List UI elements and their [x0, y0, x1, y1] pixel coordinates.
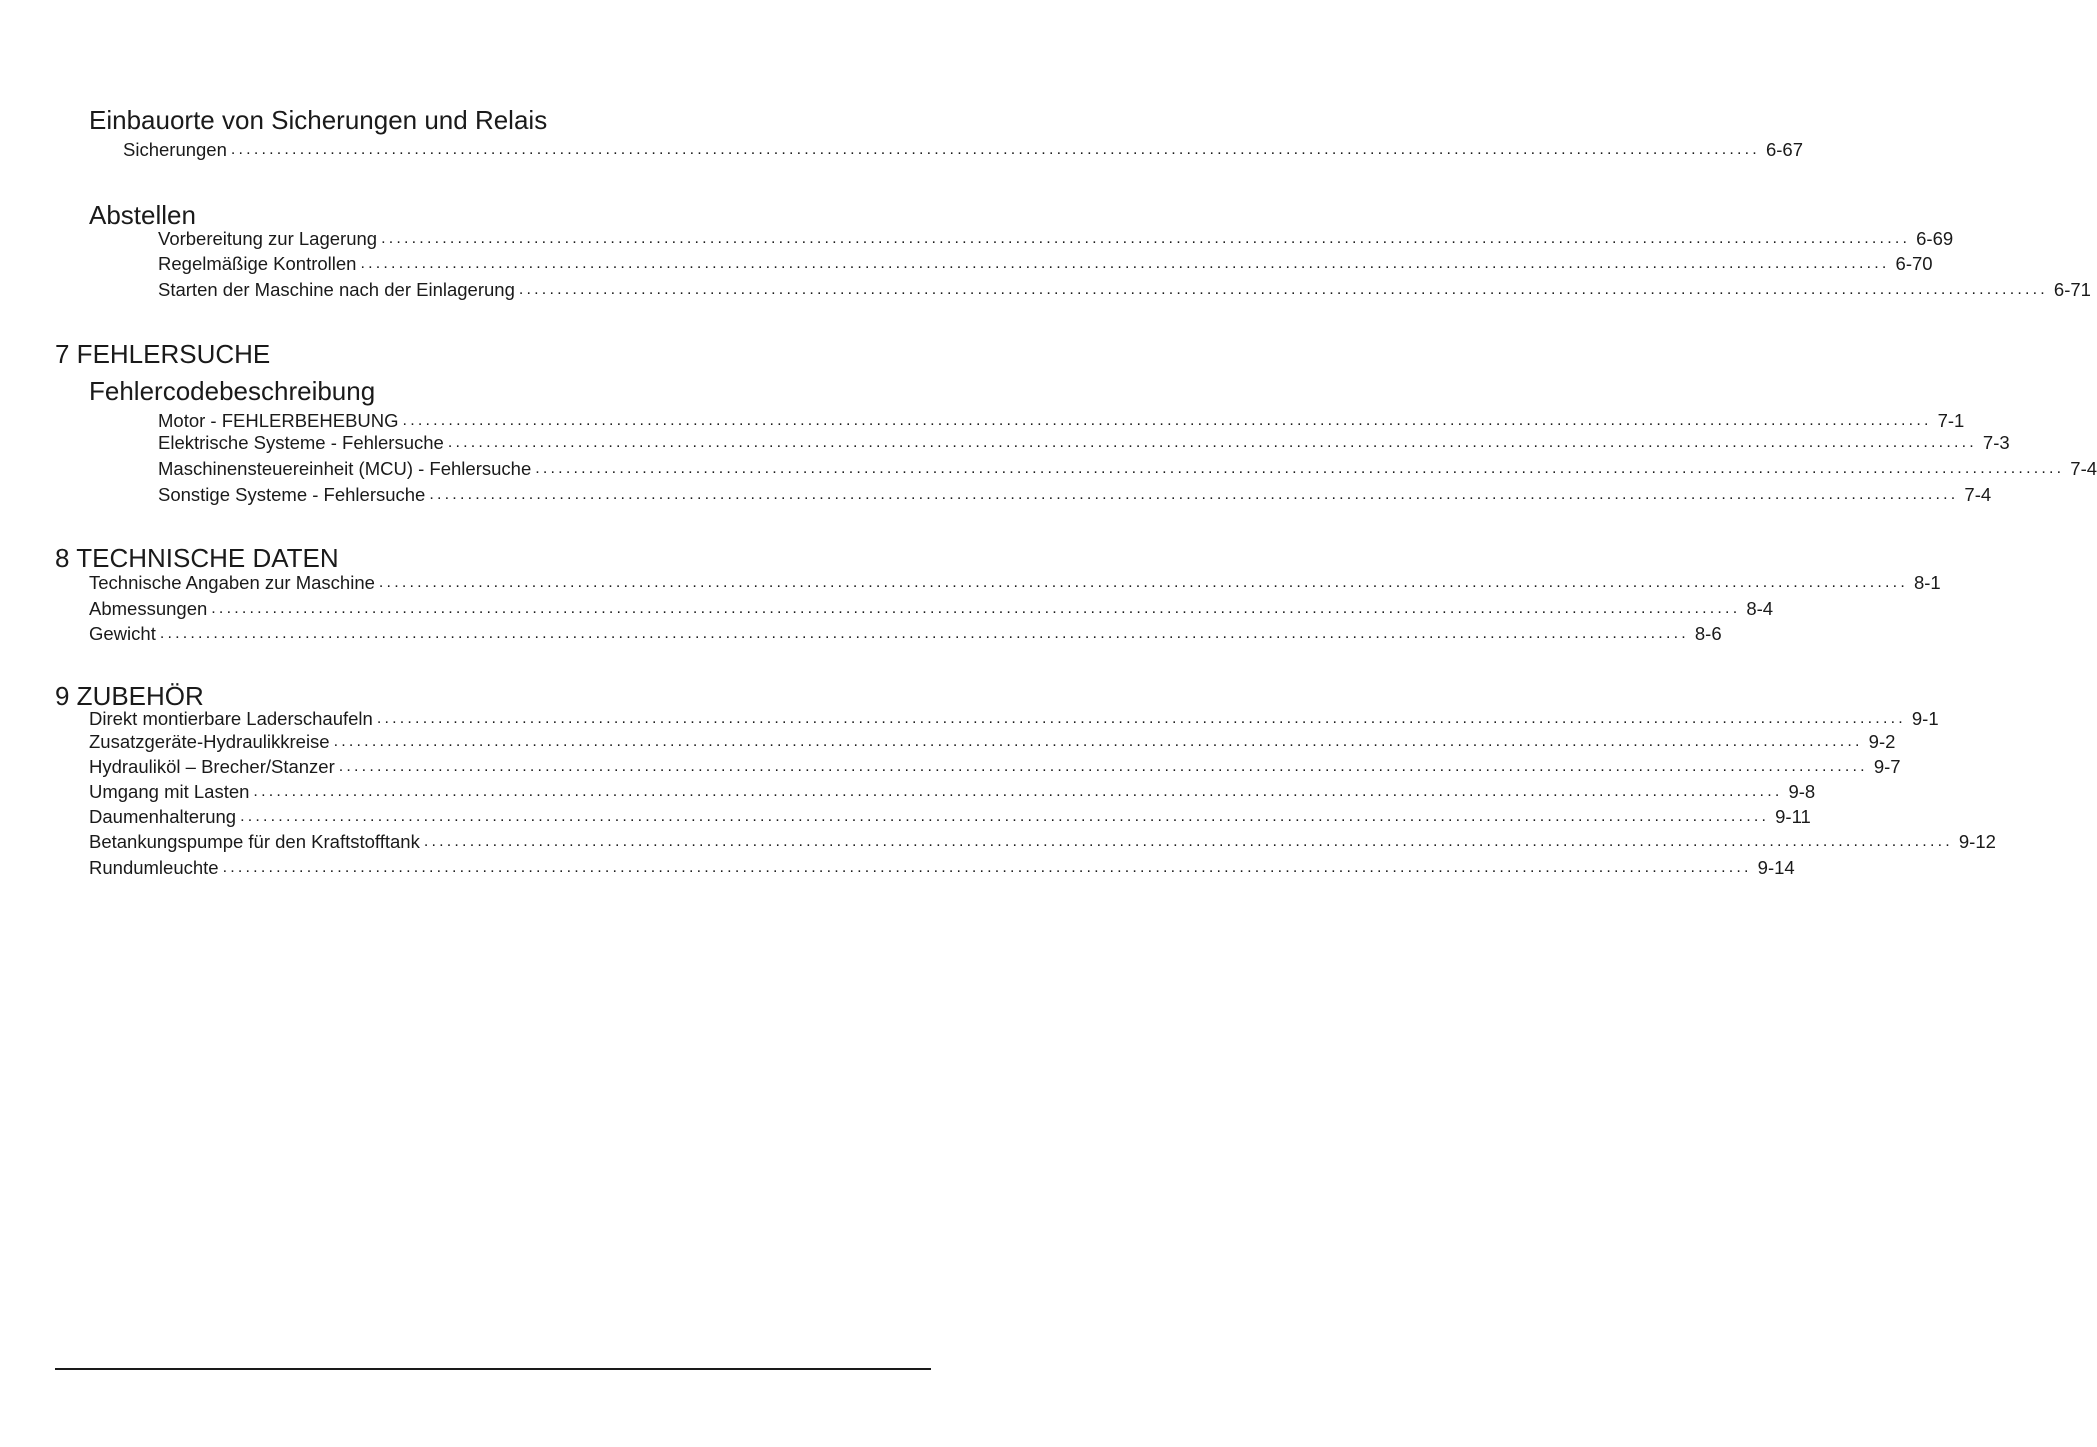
toc-entry-title: Technische Angaben zur Maschine [89, 572, 375, 593]
chapter-heading-8: 8 TECHNISCHE DATEN [55, 543, 339, 573]
toc-entry-page: 7-1 [1937, 410, 1965, 431]
toc-entry-title: Sonstige Systeme - Fehlersuche [158, 484, 426, 505]
footer-divider [55, 1368, 931, 1370]
dot-leader: ........................................................................................................................................................................................................ [253, 783, 1783, 800]
toc-entry-title: Regelmäßige Kontrollen [158, 253, 357, 274]
toc-entry-hydraulikoel[interactable] [89, 756, 1901, 778]
toc-entry-title: Direkt montierbare Laderschaufeln [89, 708, 373, 729]
dot-leader: ........................................................................................................................................................................................................ [402, 412, 1932, 429]
dot-leader: ........................................................................................................................................................................................................ [222, 859, 1752, 876]
toc-entry-sicherungen[interactable] [123, 139, 1803, 161]
toc-entry-vorbereitung[interactable] [158, 228, 1954, 250]
toc-entry-technische-angaben[interactable] [89, 572, 1941, 594]
toc-entry-page: 6-71 [2053, 279, 2091, 300]
dot-leader: ........................................................................................................................................................................................................ [240, 808, 1770, 825]
toc-entry-title: Daumenhalterung [89, 806, 237, 827]
toc-entry-abmessungen[interactable] [89, 598, 1774, 620]
dot-leader: ........................................................................................................................................................................................................ [447, 434, 1977, 451]
toc-entry-elektrische-systeme[interactable] [158, 432, 2010, 454]
toc-entry-title: Betankungspumpe für den Kraftstofftank [89, 831, 420, 852]
toc-entry-page: 9-2 [1868, 731, 1896, 752]
toc-entry-page: 7-4 [1964, 484, 1992, 505]
toc-entry-title: Sicherungen [123, 139, 227, 160]
toc-entry-lasten[interactable] [89, 781, 1816, 803]
toc-entry-page: 7-3 [1982, 432, 2010, 453]
dot-leader: ........................................................................................................................................................................................................ [378, 574, 1908, 591]
toc-entry-hydraulikkreise[interactable] [89, 731, 1896, 753]
dot-leader: ........................................................................................................................................................................................................ [535, 460, 2065, 477]
toc-entry-page: 9-7 [1873, 756, 1901, 777]
toc-entry-title: Elektrische Systeme - Fehlersuche [158, 432, 444, 453]
toc-entry-title: Abmessungen [89, 598, 208, 619]
toc-entry-sonstige-systeme[interactable] [158, 484, 1992, 506]
toc-entry-motor[interactable] [158, 410, 1965, 432]
dot-leader: ........................................................................................................................................................................................................ [381, 230, 1911, 247]
toc-entry-rundumleuchte[interactable] [89, 857, 1795, 879]
section-heading-fuses: Einbauorte von Sicherungen und Relais [89, 105, 548, 135]
toc-entry-page: 6-70 [1895, 253, 1933, 274]
toc-entry-title: Umgang mit Lasten [89, 781, 250, 802]
dot-leader: ........................................................................................................................................................................................................ [230, 141, 1760, 158]
chapter-heading-7: 7 FEHLERSUCHE [55, 339, 271, 369]
toc-entry-page: 7-4 [2070, 458, 2097, 479]
toc-entry-page: 6-67 [1765, 139, 1803, 160]
toc-entry-page: 8-6 [1694, 623, 1722, 644]
dot-leader: ........................................................................................................................................................................................................ [518, 281, 2048, 298]
toc-entry-page: 9-14 [1757, 857, 1795, 878]
section-heading-storage: Abstellen [89, 200, 196, 230]
dot-leader: ........................................................................................................................................................................................................ [333, 733, 1863, 750]
toc-entry-title: Motor - FEHLERBEHEBUNG [158, 410, 399, 431]
toc-entry-title: Rundumleuchte [89, 857, 219, 878]
toc-entry-title: Vorbereitung zur Lagerung [158, 228, 378, 249]
toc-entry-title: Gewicht [89, 623, 156, 644]
dot-leader: ........................................................................................................................................................................................................ [338, 758, 1868, 775]
dot-leader: ........................................................................................................................................................................................................ [211, 600, 1741, 617]
toc-entry-page: 9-12 [1958, 831, 1996, 852]
toc-entry-page: 9-11 [1775, 806, 1811, 827]
toc-entry-starten[interactable] [158, 279, 2091, 301]
toc-entry-page: 9-8 [1788, 781, 1816, 802]
toc-entry-betankungspumpe[interactable] [89, 831, 1996, 853]
toc-entry-kontrollen[interactable] [158, 253, 1933, 275]
dot-leader: ........................................................................................................................................................................................................ [376, 710, 1906, 727]
toc-entry-mcu[interactable] [158, 458, 2097, 480]
dot-leader: ........................................................................................................................................................................................................ [429, 486, 1959, 503]
toc-entry-title: Starten der Maschine nach der Einlagerung [158, 279, 515, 300]
dot-leader: ........................................................................................................................................................................................................ [360, 255, 1890, 272]
toc-entry-page: 8-4 [1746, 598, 1774, 619]
dot-leader: ........................................................................................................................................................................................................ [423, 833, 1953, 850]
toc-entry-page: 8-1 [1913, 572, 1941, 593]
toc-entry-title: Zusatzgeräte-Hydraulikkreise [89, 731, 330, 752]
toc-entry-page: 6-69 [1916, 228, 1954, 249]
toc-entry-laderschaufeln[interactable] [89, 708, 1939, 730]
toc-entry-title: Maschinensteuereinheit (MCU) - Fehlersuche [158, 458, 532, 479]
dot-leader: ........................................................................................................................................................................................................ [159, 625, 1689, 642]
toc-entry-gewicht[interactable] [89, 623, 1722, 645]
toc-entry-daumenhalterung[interactable] [89, 806, 1811, 828]
chapter-heading-9: 9 ZUBEHÖR [55, 681, 204, 711]
toc-entry-title: Hydrauliköl – Brecher/Stanzer [89, 756, 335, 777]
section-heading-fehlercode: Fehlercodebeschreibung [89, 376, 376, 406]
toc-entry-page: 9-1 [1911, 708, 1939, 729]
